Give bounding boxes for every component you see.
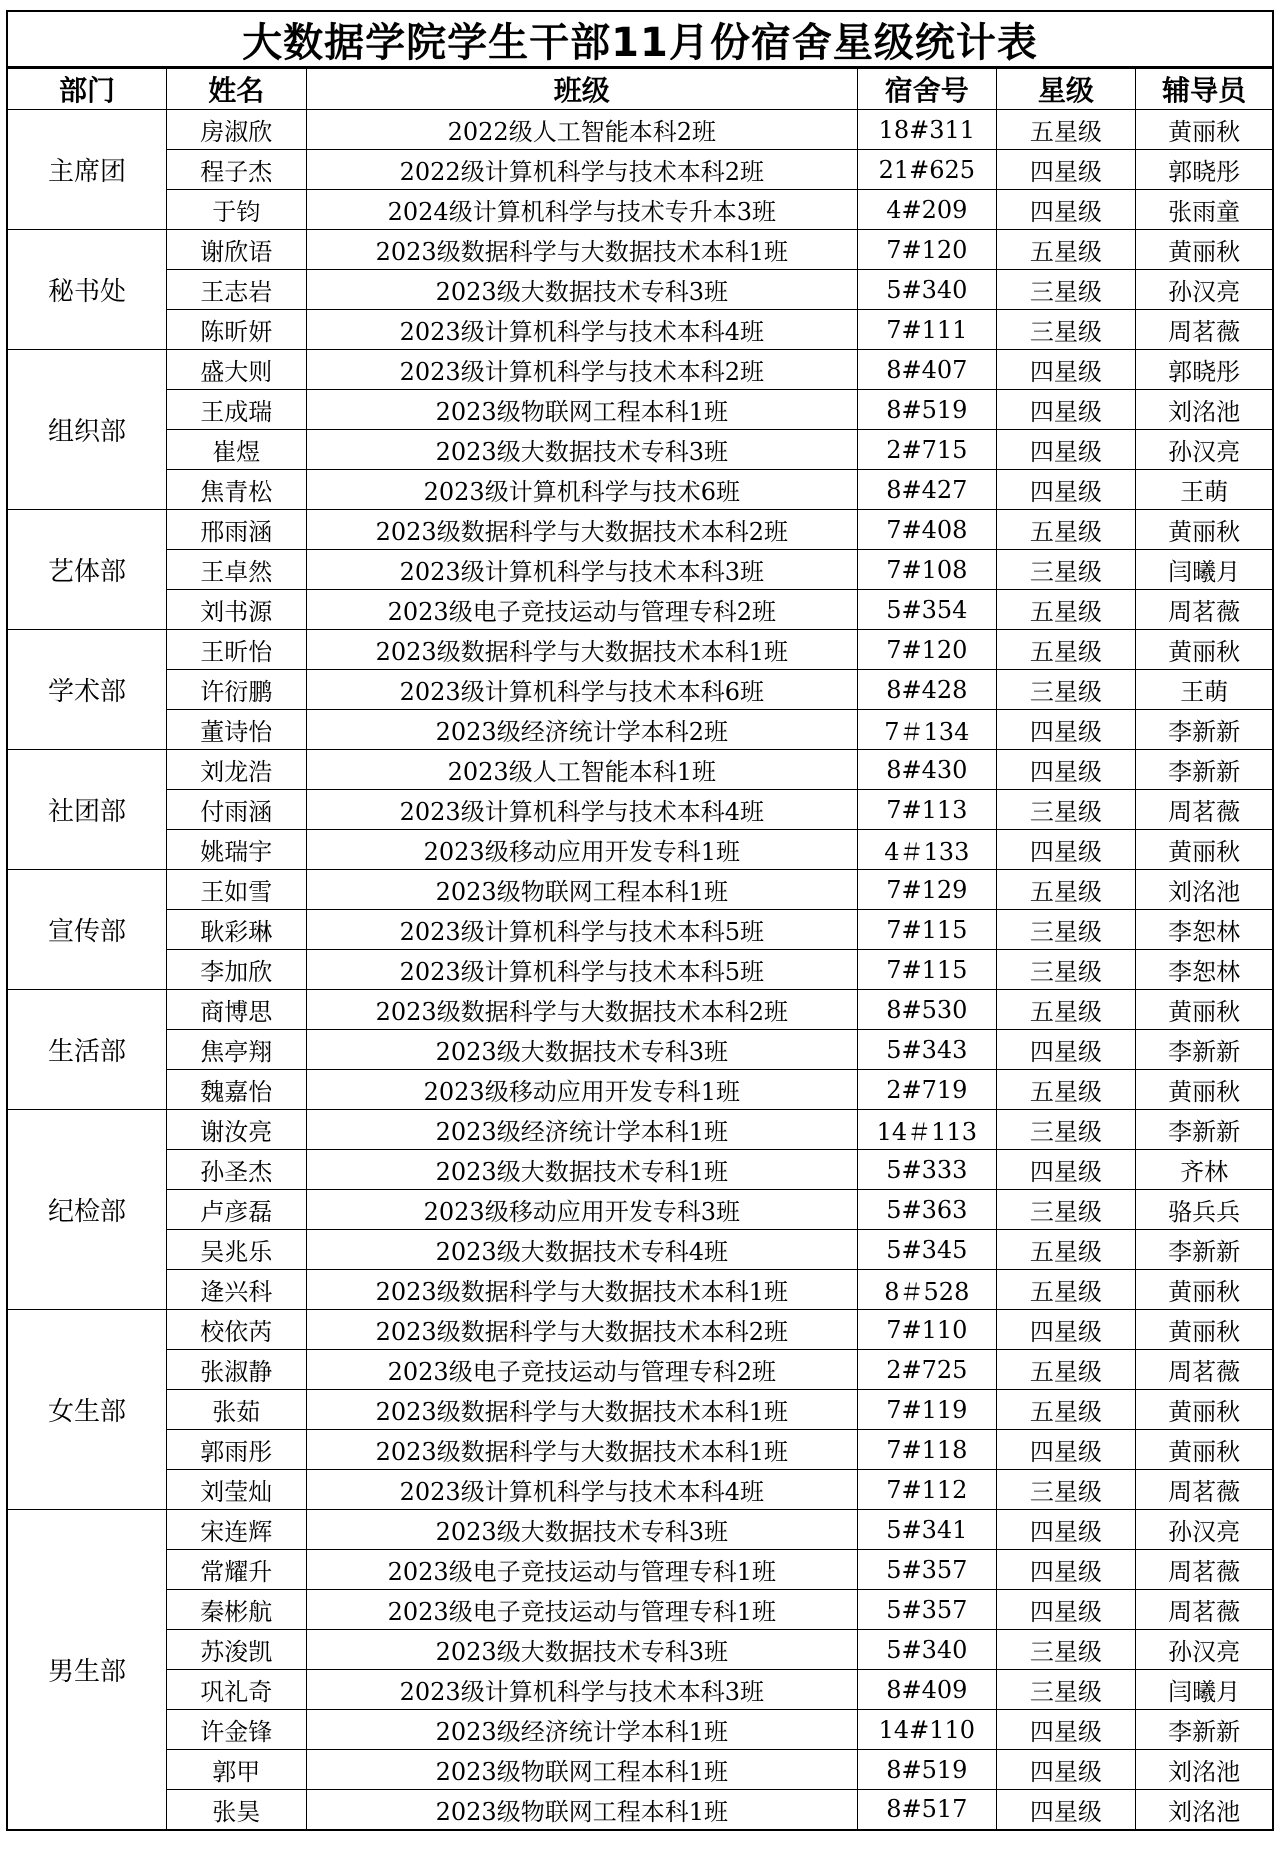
dept-cell: 社团部 — [7, 750, 166, 870]
star-cell: 四星级 — [996, 1150, 1136, 1190]
name-cell: 邢雨涵 — [166, 510, 306, 550]
class-cell: 2023级大数据技术专科3班 — [306, 1030, 858, 1070]
dorm-cell: 8#530 — [858, 990, 996, 1030]
class-cell: 2023级计算机科学与技术本科6班 — [306, 670, 858, 710]
star-cell: 三星级 — [996, 950, 1136, 990]
star-cell: 四星级 — [996, 830, 1136, 870]
dorm-cell: 18#311 — [858, 110, 996, 150]
table-row — [7, 630, 1273, 670]
counselor-cell: 李新新 — [1136, 1710, 1273, 1750]
dorm-cell: 8#407 — [858, 350, 996, 390]
counselor-cell: 郭晓彤 — [1136, 350, 1273, 390]
star-cell: 三星级 — [996, 1630, 1136, 1670]
name-cell: 崔煜 — [166, 430, 306, 470]
name-cell: 姚瑞宇 — [166, 830, 306, 870]
counselor-cell: 王萌 — [1136, 470, 1273, 510]
class-cell: 2023级计算机科学与技术本科3班 — [306, 550, 858, 590]
class-cell: 2023级大数据技术专科3班 — [306, 430, 858, 470]
star-cell: 三星级 — [996, 670, 1136, 710]
counselor-cell: 李恕林 — [1136, 950, 1273, 990]
class-cell: 2023级数据科学与大数据技术本科1班 — [306, 230, 858, 270]
name-cell: 张茹 — [166, 1390, 306, 1430]
dorm-cell: 7#111 — [858, 310, 996, 350]
dorm-cell: 7#119 — [858, 1390, 996, 1430]
counselor-cell: 黄丽秋 — [1136, 1070, 1273, 1110]
counselor-cell: 郭晓彤 — [1136, 150, 1273, 190]
name-cell: 李加欣 — [166, 950, 306, 990]
name-cell: 付雨涵 — [166, 790, 306, 830]
star-cell: 三星级 — [996, 1670, 1136, 1710]
name-cell: 耿彩琳 — [166, 910, 306, 950]
dorm-cell: 8#517 — [858, 1790, 996, 1830]
star-cell: 四星级 — [996, 1750, 1136, 1790]
counselor-cell: 黄丽秋 — [1136, 1310, 1273, 1350]
table-row — [7, 1230, 1273, 1270]
table-row — [7, 510, 1273, 550]
star-cell: 五星级 — [996, 1270, 1136, 1310]
dept-cell: 艺体部 — [7, 510, 166, 630]
dept-cell: 组织部 — [7, 350, 166, 510]
table-row — [7, 1550, 1273, 1590]
table-row — [7, 350, 1273, 390]
star-cell: 三星级 — [996, 1190, 1136, 1230]
dorm-cell: 7#408 — [858, 510, 996, 550]
star-cell: 三星级 — [996, 310, 1136, 350]
table-row — [7, 230, 1273, 270]
class-cell: 2023级物联网工程本科1班 — [306, 390, 858, 430]
name-cell: 刘书源 — [166, 590, 306, 630]
counselor-cell: 黄丽秋 — [1136, 1430, 1273, 1470]
counselor-cell: 周茗薇 — [1136, 790, 1273, 830]
name-cell: 王昕怡 — [166, 630, 306, 670]
table-row — [7, 1790, 1273, 1830]
star-cell: 四星级 — [996, 470, 1136, 510]
name-cell: 董诗怡 — [166, 710, 306, 750]
class-cell: 2023级数据科学与大数据技术本科2班 — [306, 510, 858, 550]
dorm-cell: 8#519 — [858, 1750, 996, 1790]
class-cell: 2023级物联网工程本科1班 — [306, 870, 858, 910]
table-body — [7, 110, 1273, 1830]
class-cell: 2023级电子竞技运动与管理专科1班 — [306, 1590, 858, 1630]
dorm-cell: 5#333 — [858, 1150, 996, 1190]
table-row — [7, 1190, 1273, 1230]
table-row — [7, 670, 1273, 710]
dorm-cell: 2#719 — [858, 1070, 996, 1110]
name-cell: 于钧 — [166, 190, 306, 230]
star-cell: 四星级 — [996, 1790, 1136, 1830]
star-cell: 五星级 — [996, 110, 1136, 150]
class-cell: 2023级计算机科学与技术本科5班 — [306, 950, 858, 990]
counselor-cell: 王萌 — [1136, 670, 1273, 710]
counselor-cell: 齐林 — [1136, 1150, 1273, 1190]
dorm-star-table — [6, 68, 1274, 1831]
name-cell: 谢汝亮 — [166, 1110, 306, 1150]
name-cell: 王志岩 — [166, 270, 306, 310]
dorm-cell: 8#428 — [858, 670, 996, 710]
dorm-cell: 7#129 — [858, 870, 996, 910]
table-row — [7, 550, 1273, 590]
counselor-cell: 周茗薇 — [1136, 1350, 1273, 1390]
dorm-star-sheet — [6, 10, 1274, 1831]
dorm-cell: 7#118 — [858, 1430, 996, 1470]
dorm-cell: 7#120 — [858, 230, 996, 270]
dorm-cell: 21#625 — [858, 150, 996, 190]
counselor-cell: 黄丽秋 — [1136, 990, 1273, 1030]
name-cell: 商博思 — [166, 990, 306, 1030]
name-cell: 谢欣语 — [166, 230, 306, 270]
class-cell: 2023级计算机科学与技术本科5班 — [306, 910, 858, 950]
dorm-cell: 5#345 — [858, 1230, 996, 1270]
counselor-cell: 黄丽秋 — [1136, 1270, 1273, 1310]
table-row — [7, 270, 1273, 310]
class-cell: 2023级数据科学与大数据技术本科2班 — [306, 1310, 858, 1350]
table-row — [7, 110, 1273, 150]
counselor-cell: 黄丽秋 — [1136, 110, 1273, 150]
table-row — [7, 470, 1273, 510]
name-cell: 王如雪 — [166, 870, 306, 910]
name-cell: 苏浚凯 — [166, 1630, 306, 1670]
star-cell: 五星级 — [996, 1230, 1136, 1270]
name-cell: 张淑静 — [166, 1350, 306, 1390]
dorm-cell: 7#115 — [858, 950, 996, 990]
table-row — [7, 590, 1273, 630]
counselor-cell: 刘洺池 — [1136, 1790, 1273, 1830]
star-cell: 四星级 — [996, 350, 1136, 390]
class-cell: 2023级计算机科学与技术6班 — [306, 470, 858, 510]
star-cell: 四星级 — [996, 150, 1136, 190]
dorm-cell: 7#113 — [858, 790, 996, 830]
table-row — [7, 1670, 1273, 1710]
dorm-cell: 5#363 — [858, 1190, 996, 1230]
name-cell: 校依芮 — [166, 1310, 306, 1350]
dorm-cell: 7#115 — [858, 910, 996, 950]
table-row — [7, 870, 1273, 910]
class-cell: 2023级数据科学与大数据技术本科1班 — [306, 1430, 858, 1470]
name-cell: 陈昕妍 — [166, 310, 306, 350]
dorm-cell: 8#427 — [858, 470, 996, 510]
header-dorm: 宿舍号 — [858, 69, 996, 110]
counselor-cell: 孙汉亮 — [1136, 1510, 1273, 1550]
dept-cell: 主席团 — [7, 110, 166, 230]
star-cell: 四星级 — [996, 1510, 1136, 1550]
name-cell: 房淑欣 — [166, 110, 306, 150]
dorm-cell: 4＃133 — [858, 830, 996, 870]
header-class: 班级 — [306, 69, 858, 110]
class-cell: 2023级大数据技术专科1班 — [306, 1150, 858, 1190]
table-row — [7, 1470, 1273, 1510]
sheet-title: 大数据学院学生干部11月份宿舍星级统计表 — [6, 10, 1274, 68]
dorm-cell: 7#112 — [858, 1470, 996, 1510]
name-cell: 张昊 — [166, 1790, 306, 1830]
dorm-cell: 7＃134 — [858, 710, 996, 750]
name-cell: 巩礼奇 — [166, 1670, 306, 1710]
table-row — [7, 310, 1273, 350]
header-row — [7, 69, 1273, 110]
dorm-cell: 5#357 — [858, 1550, 996, 1590]
star-cell: 五星级 — [996, 510, 1136, 550]
dorm-cell: 5#357 — [858, 1590, 996, 1630]
class-cell: 2023级移动应用开发专科3班 — [306, 1190, 858, 1230]
class-cell: 2023级数据科学与大数据技术本科1班 — [306, 630, 858, 670]
class-cell: 2022级人工智能本科2班 — [306, 110, 858, 150]
dept-cell: 学术部 — [7, 630, 166, 750]
counselor-cell: 孙汉亮 — [1136, 430, 1273, 470]
name-cell: 郭雨彤 — [166, 1430, 306, 1470]
class-cell: 2023级物联网工程本科1班 — [306, 1790, 858, 1830]
class-cell: 2023级电子竞技运动与管理专科2班 — [306, 1350, 858, 1390]
dept-cell: 纪检部 — [7, 1110, 166, 1310]
star-cell: 四星级 — [996, 1030, 1136, 1070]
header-star: 星级 — [996, 69, 1136, 110]
dept-cell: 生活部 — [7, 990, 166, 1110]
counselor-cell: 黄丽秋 — [1136, 630, 1273, 670]
name-cell: 刘龙浩 — [166, 750, 306, 790]
table-row — [7, 390, 1273, 430]
class-cell: 2023级计算机科学与技术本科4班 — [306, 1470, 858, 1510]
table-row — [7, 150, 1273, 190]
counselor-cell: 刘洺池 — [1136, 1750, 1273, 1790]
counselor-cell: 孙汉亮 — [1136, 270, 1273, 310]
class-cell: 2023级电子竞技运动与管理专科1班 — [306, 1550, 858, 1590]
counselor-cell: 李新新 — [1136, 710, 1273, 750]
class-cell: 2023级人工智能本科1班 — [306, 750, 858, 790]
name-cell: 盛大则 — [166, 350, 306, 390]
name-cell: 许衍鹏 — [166, 670, 306, 710]
dorm-cell: 7#108 — [858, 550, 996, 590]
class-cell: 2023级物联网工程本科1班 — [306, 1750, 858, 1790]
star-cell: 四星级 — [996, 710, 1136, 750]
star-cell: 四星级 — [996, 1710, 1136, 1750]
counselor-cell: 黄丽秋 — [1136, 1390, 1273, 1430]
class-cell: 2023级数据科学与大数据技术本科2班 — [306, 990, 858, 1030]
table-row — [7, 1070, 1273, 1110]
table-row — [7, 1510, 1273, 1550]
star-cell: 三星级 — [996, 1470, 1136, 1510]
dorm-cell: 2#715 — [858, 430, 996, 470]
class-cell: 2023级计算机科学与技术本科2班 — [306, 350, 858, 390]
table-row — [7, 750, 1273, 790]
counselor-cell: 李恕林 — [1136, 910, 1273, 950]
star-cell: 五星级 — [996, 590, 1136, 630]
name-cell: 吴兆乐 — [166, 1230, 306, 1270]
table-row — [7, 1390, 1273, 1430]
star-cell: 四星级 — [996, 430, 1136, 470]
table-row — [7, 790, 1273, 830]
table-row — [7, 1310, 1273, 1350]
table-row — [7, 1110, 1273, 1150]
table-row — [7, 1270, 1273, 1310]
star-cell: 四星级 — [996, 1550, 1136, 1590]
class-cell: 2023级大数据技术专科3班 — [306, 1630, 858, 1670]
star-cell: 三星级 — [996, 270, 1136, 310]
table-row — [7, 1630, 1273, 1670]
class-cell: 2023级经济统计学本科1班 — [306, 1110, 858, 1150]
table-row — [7, 430, 1273, 470]
class-cell: 2023级数据科学与大数据技术本科1班 — [306, 1270, 858, 1310]
counselor-cell: 周茗薇 — [1136, 590, 1273, 630]
dorm-cell: 5#354 — [858, 590, 996, 630]
star-cell: 四星级 — [996, 390, 1136, 430]
name-cell: 王卓然 — [166, 550, 306, 590]
class-cell: 2023级电子竞技运动与管理专科2班 — [306, 590, 858, 630]
class-cell: 2023级大数据技术专科4班 — [306, 1230, 858, 1270]
star-cell: 三星级 — [996, 550, 1136, 590]
star-cell: 五星级 — [996, 870, 1136, 910]
class-cell: 2023级计算机科学与技术本科4班 — [306, 790, 858, 830]
dorm-cell: 5#340 — [858, 1630, 996, 1670]
dorm-cell: 4#209 — [858, 190, 996, 230]
class-cell: 2024级计算机科学与技术专升本3班 — [306, 190, 858, 230]
star-cell: 四星级 — [996, 750, 1136, 790]
counselor-cell: 周茗薇 — [1136, 1590, 1273, 1630]
star-cell: 三星级 — [996, 910, 1136, 950]
table-row — [7, 1590, 1273, 1630]
class-cell: 2023级移动应用开发专科1班 — [306, 830, 858, 870]
class-cell: 2023级大数据技术专科3班 — [306, 1510, 858, 1550]
counselor-cell: 李新新 — [1136, 1110, 1273, 1150]
dorm-cell: 8#409 — [858, 1670, 996, 1710]
dorm-cell: 5#340 — [858, 270, 996, 310]
class-cell: 2023级经济统计学本科2班 — [306, 710, 858, 750]
dorm-cell: 7#110 — [858, 1310, 996, 1350]
class-cell: 2023级计算机科学与技术本科3班 — [306, 1670, 858, 1710]
name-cell: 王成瑞 — [166, 390, 306, 430]
name-cell: 逄兴科 — [166, 1270, 306, 1310]
star-cell: 三星级 — [996, 790, 1136, 830]
star-cell: 五星级 — [996, 1390, 1136, 1430]
name-cell: 宋连辉 — [166, 1510, 306, 1550]
dept-cell: 女生部 — [7, 1310, 166, 1510]
star-cell: 五星级 — [996, 230, 1136, 270]
counselor-cell: 李新新 — [1136, 1230, 1273, 1270]
class-cell: 2023级经济统计学本科1班 — [306, 1710, 858, 1750]
dorm-cell: 14#110 — [858, 1710, 996, 1750]
name-cell: 许金锋 — [166, 1710, 306, 1750]
counselor-cell: 张雨童 — [1136, 190, 1273, 230]
counselor-cell: 黄丽秋 — [1136, 830, 1273, 870]
dorm-cell: 5#341 — [858, 1510, 996, 1550]
counselor-cell: 黄丽秋 — [1136, 230, 1273, 270]
star-cell: 四星级 — [996, 1590, 1136, 1630]
counselor-cell: 闫曦月 — [1136, 550, 1273, 590]
name-cell: 卢彦磊 — [166, 1190, 306, 1230]
star-cell: 五星级 — [996, 1350, 1136, 1390]
name-cell: 常耀升 — [166, 1550, 306, 1590]
name-cell: 秦彬航 — [166, 1590, 306, 1630]
name-cell: 焦亭翔 — [166, 1030, 306, 1070]
class-cell: 2023级数据科学与大数据技术本科1班 — [306, 1390, 858, 1430]
dorm-cell: 14＃113 — [858, 1110, 996, 1150]
counselor-cell: 刘洺池 — [1136, 870, 1273, 910]
counselor-cell: 李新新 — [1136, 750, 1273, 790]
star-cell: 五星级 — [996, 630, 1136, 670]
name-cell: 焦青松 — [166, 470, 306, 510]
star-cell: 五星级 — [996, 990, 1136, 1030]
table-row — [7, 1150, 1273, 1190]
name-cell: 刘莹灿 — [166, 1470, 306, 1510]
dorm-cell: 8#519 — [858, 390, 996, 430]
class-cell: 2023级移动应用开发专科1班 — [306, 1070, 858, 1110]
star-cell: 四星级 — [996, 1310, 1136, 1350]
star-cell: 三星级 — [996, 1110, 1136, 1150]
dorm-cell: 5#343 — [858, 1030, 996, 1070]
table-row — [7, 950, 1273, 990]
table-row — [7, 830, 1273, 870]
dorm-cell: 8#430 — [858, 750, 996, 790]
counselor-cell: 骆兵兵 — [1136, 1190, 1273, 1230]
table-row — [7, 190, 1273, 230]
table-row — [7, 1710, 1273, 1750]
table-row — [7, 910, 1273, 950]
star-cell: 五星级 — [996, 1070, 1136, 1110]
dept-cell: 秘书处 — [7, 230, 166, 350]
counselor-cell: 刘洺池 — [1136, 390, 1273, 430]
star-cell: 四星级 — [996, 1430, 1136, 1470]
name-cell: 程子杰 — [166, 150, 306, 190]
header-counselor: 辅导员 — [1136, 69, 1273, 110]
counselor-cell: 黄丽秋 — [1136, 510, 1273, 550]
counselor-cell: 周茗薇 — [1136, 1470, 1273, 1510]
table-row — [7, 1030, 1273, 1070]
table-row — [7, 1430, 1273, 1470]
header-dept: 部门 — [7, 69, 166, 110]
table-row — [7, 710, 1273, 750]
counselor-cell: 周茗薇 — [1136, 310, 1273, 350]
dept-cell: 男生部 — [7, 1510, 166, 1830]
table-row — [7, 990, 1273, 1030]
class-cell: 2023级大数据技术专科3班 — [306, 270, 858, 310]
counselor-cell: 闫曦月 — [1136, 1670, 1273, 1710]
name-cell: 魏嘉怡 — [166, 1070, 306, 1110]
counselor-cell: 孙汉亮 — [1136, 1630, 1273, 1670]
dorm-cell: 2#725 — [858, 1350, 996, 1390]
class-cell: 2022级计算机科学与技术本科2班 — [306, 150, 858, 190]
class-cell: 2023级计算机科学与技术本科4班 — [306, 310, 858, 350]
counselor-cell: 周茗薇 — [1136, 1550, 1273, 1590]
name-cell: 孙圣杰 — [166, 1150, 306, 1190]
dorm-cell: 7#120 — [858, 630, 996, 670]
name-cell: 郭甲 — [166, 1750, 306, 1790]
table-row — [7, 1350, 1273, 1390]
dept-cell: 宣传部 — [7, 870, 166, 990]
dorm-cell: 8＃528 — [858, 1270, 996, 1310]
counselor-cell: 李新新 — [1136, 1030, 1273, 1070]
header-name: 姓名 — [166, 69, 306, 110]
star-cell: 四星级 — [996, 190, 1136, 230]
table-row — [7, 1750, 1273, 1790]
